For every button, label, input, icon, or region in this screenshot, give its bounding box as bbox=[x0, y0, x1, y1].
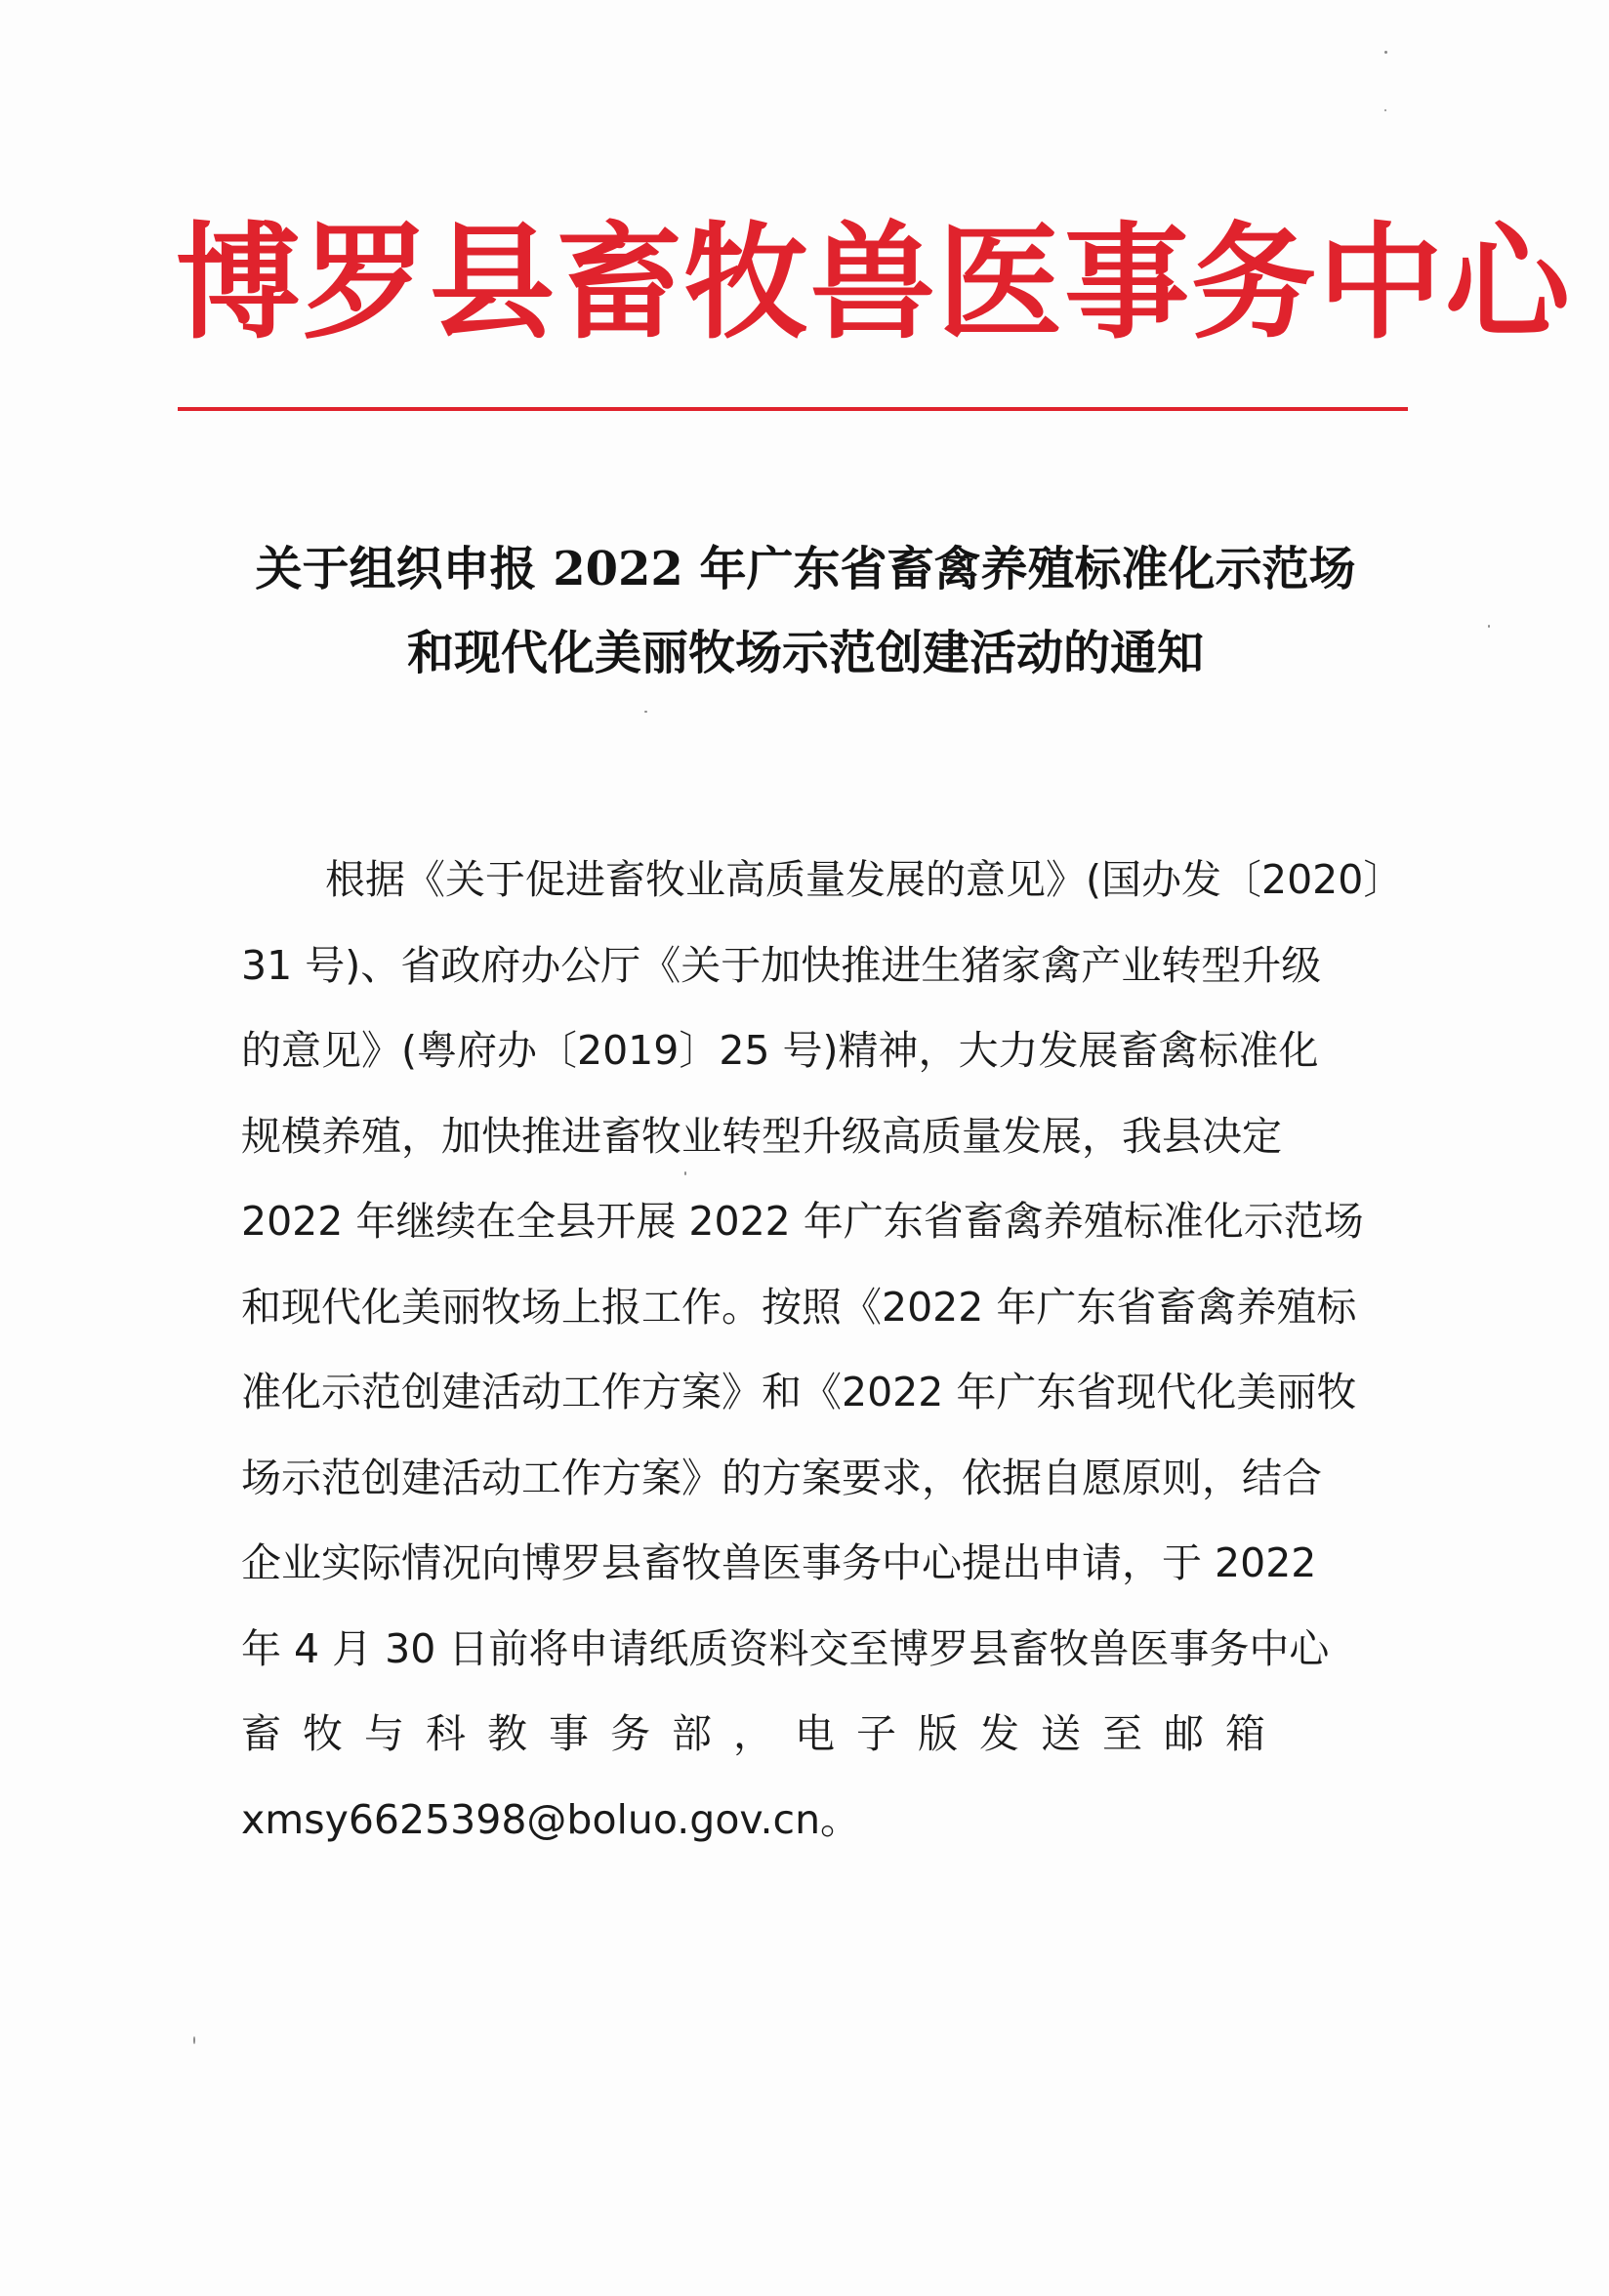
body-line-3: 的意见》(粤府办〔2019〕25 号)精神，大力发展畜禽标准化 bbox=[241, 1027, 1319, 1074]
body-line-9: 企业实际情况向博罗县畜牧兽医事务中心提出申请，于 2022 bbox=[241, 1539, 1317, 1586]
document-title-line-1: 关于组织申报 2022 年广东省畜禽养殖标准化示范场 bbox=[255, 542, 1356, 596]
body-line-7: 准化示范创建活动工作方案》和《2022 年广东省现代化美丽牧 bbox=[241, 1369, 1357, 1415]
body-line-12-email: xmsy6625398@boluo.gov.cn。 bbox=[241, 1795, 861, 1843]
body-line-6: 和现代化美丽牧场上报工作。按照《2022 年广东省畜禽养殖标 bbox=[241, 1283, 1357, 1331]
document-body bbox=[241, 838, 1404, 1863]
body-line-1: 根据《关于促进畜牧业高质量发展的意见》(国办发〔2020〕 bbox=[325, 856, 1404, 903]
scan-speck bbox=[684, 1171, 686, 1175]
scan-speck bbox=[1384, 51, 1387, 54]
document-title-line-2: 和现代化美丽牧场示范创建活动的通知 bbox=[406, 626, 1204, 680]
body-line-10: 年 4 月 30 日前将申请纸质资料交至博罗县畜牧兽医事务中心 bbox=[241, 1624, 1330, 1672]
scan-speck bbox=[1488, 625, 1490, 628]
scan-speck bbox=[644, 711, 647, 713]
body-line-2: 31 号)、省政府办公厅《关于加快推进生猪家禽产业转型升级 bbox=[241, 941, 1322, 989]
letterhead-red-rule bbox=[178, 407, 1408, 411]
scan-speck bbox=[1384, 109, 1386, 111]
document-title bbox=[195, 527, 1416, 695]
letterhead-org-name: 博罗县畜牧兽医事务中心 bbox=[176, 210, 1573, 356]
scan-speck bbox=[193, 2036, 195, 2044]
body-line-11: 畜牧与科教事务部，电子版发送至邮箱 bbox=[241, 1710, 1287, 1757]
body-line-8: 场示范创建活动工作方案》的方案要求，依据自愿原则，结合 bbox=[241, 1454, 1322, 1501]
body-line-5: 2022 年继续在全县开展 2022 年广东省畜禽养殖标准化示范场 bbox=[241, 1198, 1364, 1245]
body-line-4: 规模养殖，加快推进畜牧业转型升级高质量发展，我县决定 bbox=[241, 1112, 1282, 1160]
